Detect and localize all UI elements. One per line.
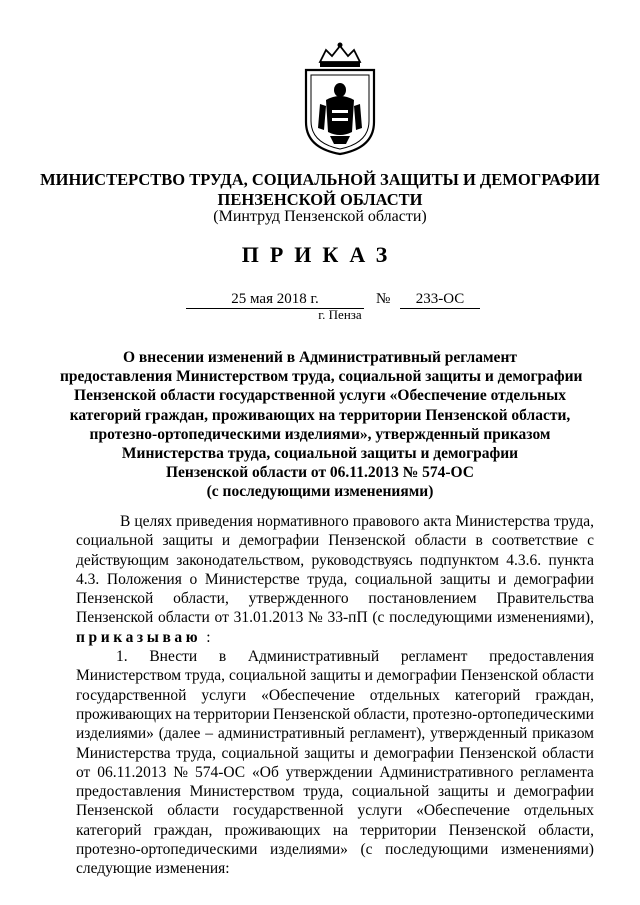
body-line	[76, 686, 594, 705]
word: о	[189, 570, 198, 588]
word: регламента	[520, 763, 594, 781]
word: социальной	[221, 744, 299, 762]
word: протезно-ортопедическими	[76, 841, 258, 859]
word: на	[175, 705, 191, 723]
word: (с	[360, 841, 373, 859]
word: утвержденного	[248, 590, 349, 608]
word: демографии	[514, 783, 594, 801]
body-line	[76, 744, 594, 763]
word: Административного	[379, 763, 514, 781]
word: Министерством	[76, 667, 182, 685]
word: демографии	[239, 532, 320, 550]
word: социальной	[354, 570, 433, 588]
word: категорий	[454, 686, 521, 704]
word: 31.01.2013	[233, 609, 304, 627]
word: Министерства	[76, 744, 171, 762]
word: области	[414, 532, 467, 550]
ministry-name-line2: ПЕНЗЕНСКОЙ ОБЛАСТИ	[217, 190, 423, 209]
word: и	[221, 532, 231, 550]
paragraph-preamble	[76, 512, 594, 647]
word: и	[364, 667, 373, 685]
word: изменениями),	[497, 609, 594, 627]
body-line	[76, 782, 594, 801]
word: Министерства	[455, 513, 551, 530]
title-line: Пензенской области государственной услуги «Обеспечение отдельных	[74, 387, 566, 405]
word: «Обеспечение	[416, 802, 510, 820]
document-number: 233-ОС	[400, 290, 480, 309]
word: защиты	[437, 783, 489, 801]
word: пункта	[548, 551, 594, 569]
word: нормативного	[256, 513, 349, 530]
word: В	[120, 513, 131, 530]
word: Пензенской	[76, 590, 154, 608]
body-line	[76, 608, 594, 627]
title-line: предоставления Министерством труда, социальной защиты и демографии	[60, 368, 583, 386]
word: законодательством,	[176, 551, 305, 569]
word: на	[332, 821, 349, 839]
word: Пензенской	[76, 802, 154, 820]
word: акта	[423, 513, 452, 530]
word: граждан,	[153, 821, 213, 839]
word: постановлением	[368, 590, 477, 608]
word: труда,	[185, 667, 225, 685]
number-sign: №	[376, 291, 391, 307]
word: области,	[538, 821, 594, 839]
word: 33-пП	[327, 609, 368, 627]
word: демографии	[513, 570, 594, 588]
word: Правительства	[496, 590, 594, 608]
word: (с	[372, 609, 385, 627]
word: №	[308, 609, 323, 627]
word: области	[542, 744, 594, 762]
word: Пензенской	[460, 667, 539, 685]
word: Министерством	[189, 783, 295, 801]
word: (далее	[158, 725, 201, 743]
document-title	[60, 348, 583, 502]
word: труда,	[307, 570, 348, 588]
word: утверждении	[285, 763, 373, 781]
body-line	[76, 589, 594, 608]
word: приказом	[532, 725, 594, 743]
body-line-last: следующие изменения:	[76, 860, 230, 878]
word: и	[497, 783, 506, 801]
document-city: г. Пенза	[318, 307, 362, 322]
word: Пензенской	[448, 821, 526, 839]
ministry-short-name: (Минтруд Пензенской области)	[213, 208, 427, 225]
word: труда,	[554, 513, 594, 530]
word: защиты	[304, 744, 355, 762]
body-line	[76, 801, 594, 820]
word: регламент),	[349, 725, 426, 743]
word: изменениями)	[500, 841, 594, 859]
word: 1.	[116, 648, 128, 666]
body-line	[76, 551, 594, 570]
word: Пензенской	[459, 744, 537, 762]
title-line: Пензенской области от 06.11.2013 № 574-ОС	[165, 464, 475, 482]
word: области	[158, 609, 210, 627]
word: последующими	[385, 841, 489, 859]
word: Пензенской	[328, 532, 406, 550]
word: последующими	[389, 609, 493, 627]
word: демографии	[373, 744, 454, 762]
document-body	[76, 512, 594, 879]
word: отдельных	[523, 802, 594, 820]
word: категорий	[76, 821, 142, 839]
word: услуги	[357, 802, 403, 820]
word: протезно-ортопедическими	[412, 705, 594, 723]
word: Пензенской	[76, 609, 154, 627]
body-line	[76, 666, 594, 685]
word: №	[173, 763, 189, 781]
body-line	[76, 821, 594, 840]
word: «Обеспечение	[261, 686, 355, 704]
body-line	[76, 705, 594, 724]
body-line	[76, 840, 594, 859]
word: государственной	[76, 686, 187, 704]
title-line: (с последующими изменениями)	[206, 483, 434, 501]
word: административный	[217, 725, 345, 743]
word: демографии	[376, 667, 457, 685]
word: Пензенской	[273, 705, 351, 723]
word: труда,	[303, 783, 344, 801]
word: защиты	[310, 667, 361, 685]
word: подпунктом	[419, 551, 499, 569]
word: «Об	[252, 763, 279, 781]
word: и	[360, 744, 369, 762]
word: проживающих	[224, 821, 321, 839]
word: от	[214, 609, 229, 627]
word: 4.3.6.	[506, 551, 542, 569]
word: области	[167, 802, 220, 820]
word: труда,	[176, 744, 216, 762]
word: Внести	[149, 648, 198, 666]
word: руководствуясь	[311, 551, 413, 569]
word: изделиями»	[76, 725, 154, 743]
word: 574-ОС	[194, 763, 246, 781]
body-line	[76, 763, 594, 782]
word: отдельных	[369, 686, 440, 704]
word: регламент	[400, 648, 468, 666]
word: социальной	[228, 667, 307, 685]
document-type-heading: ПРИКАЗ	[241, 242, 399, 267]
word: целях	[134, 513, 173, 530]
word: –	[205, 725, 213, 743]
word: от	[76, 763, 91, 781]
word: области	[542, 667, 594, 685]
word: территории	[360, 821, 437, 839]
word: с	[587, 532, 594, 550]
word: и	[498, 570, 507, 588]
word: соответствие	[491, 532, 579, 550]
title-line: Министерства труда, социальной защиты и демографии	[121, 445, 519, 463]
word: в	[475, 532, 483, 550]
word: предоставления	[76, 783, 181, 801]
word: приведения	[176, 513, 253, 530]
word: 4.3.	[76, 570, 100, 588]
word: 06.11.2013	[97, 763, 167, 781]
word: социальной	[76, 532, 154, 550]
body-line	[76, 724, 594, 743]
word: правового	[352, 513, 420, 530]
order-line	[76, 628, 594, 647]
ministry-name-line1: МИНИСТЕРСТВО ТРУДА, СОЦИАЛЬНОЙ ЗАЩИТЫ И ДЕМОГРАФИИ	[40, 170, 600, 189]
body-line	[76, 570, 594, 589]
body-line	[76, 531, 594, 550]
word: области,	[353, 705, 410, 723]
word: Административный	[247, 648, 380, 666]
body-line	[76, 647, 594, 666]
order-colon: :	[206, 628, 211, 646]
word: предоставления	[489, 648, 594, 666]
title-line: О внесении изменений в Административный регламент	[123, 349, 517, 366]
word: услуги	[201, 686, 247, 704]
body-line	[76, 512, 594, 531]
word: области,	[173, 590, 229, 608]
word: утвержденный	[430, 725, 528, 743]
word: граждан,	[535, 686, 594, 704]
word: Министерстве	[204, 570, 300, 588]
word: территории	[193, 705, 270, 723]
word: защиты	[162, 532, 213, 550]
word: защиты	[439, 570, 491, 588]
title-line: категорий граждан, проживающих на территории Пензенской области,	[69, 406, 571, 424]
coat-of-arms-emblem	[296, 40, 384, 156]
word: государственной	[233, 802, 344, 820]
word: изделиями»	[269, 841, 348, 859]
order-word: приказываю	[76, 628, 202, 646]
word: проживающих	[76, 705, 172, 723]
document-date: 25 мая 2018 г.	[186, 290, 364, 309]
paragraph-item-1	[76, 647, 594, 879]
title-line: протезно-ортопедическими изделиями», утвержденный приказом	[89, 425, 551, 443]
word: Положения	[106, 570, 182, 588]
word: социальной	[351, 783, 430, 801]
word: действующим	[76, 551, 169, 569]
word: в	[218, 648, 227, 666]
